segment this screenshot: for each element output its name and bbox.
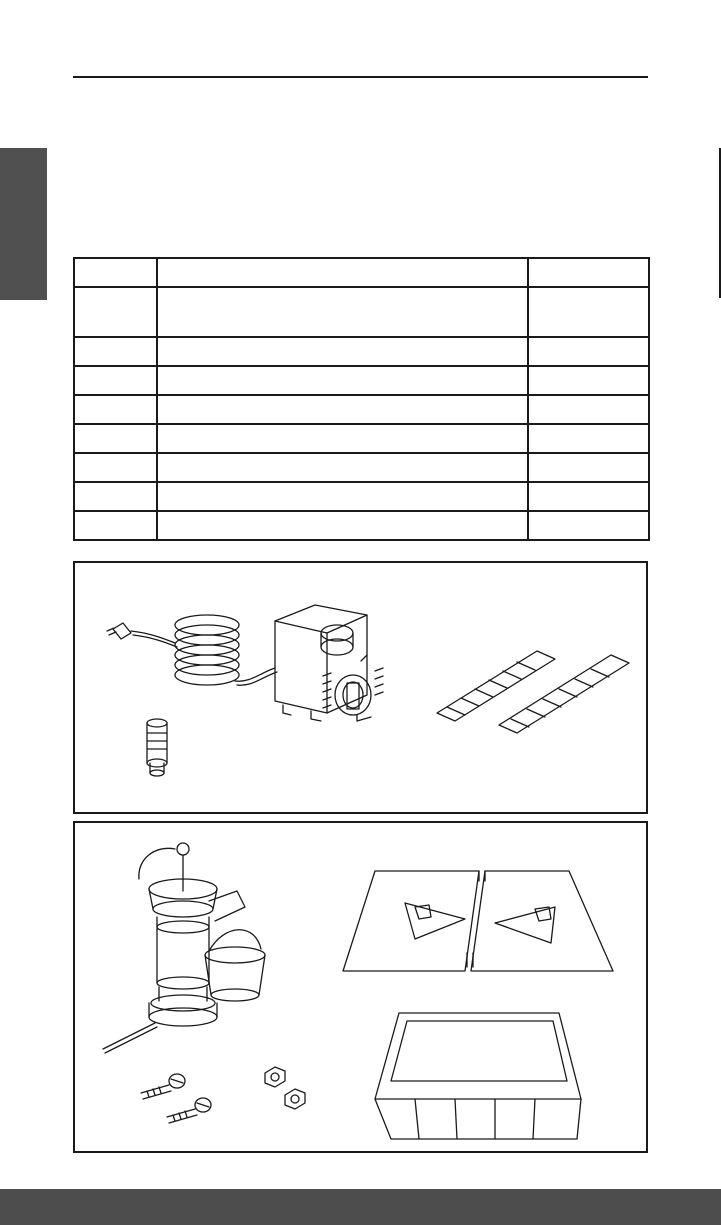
section-tab <box>0 148 47 300</box>
table-cell <box>74 287 157 337</box>
shim-strip-icon <box>499 655 629 733</box>
header-rule <box>73 76 648 78</box>
table-cell <box>528 424 649 453</box>
table-cell <box>157 482 528 511</box>
nut-icon <box>285 1089 305 1109</box>
table-cell <box>528 337 649 366</box>
table-row <box>74 395 649 424</box>
table-cell <box>528 366 649 395</box>
table-cell <box>74 511 157 540</box>
tray-lid-icon <box>343 871 613 971</box>
table-cell <box>528 395 649 424</box>
parts-illustration-panel-1 <box>73 561 648 814</box>
table-cell <box>157 287 528 337</box>
shim-strip-icon <box>437 651 555 721</box>
table-cell <box>157 337 528 366</box>
table-cell <box>74 482 157 511</box>
table-cell <box>157 395 528 424</box>
table-cell <box>74 366 157 395</box>
table-row <box>74 482 649 511</box>
screw-icon <box>141 1074 185 1099</box>
footer-bar <box>0 1189 721 1225</box>
table-row <box>74 337 649 366</box>
basin-icon <box>375 1013 581 1139</box>
table-row <box>74 453 649 482</box>
header-cell-quantity <box>528 258 649 287</box>
header-cell-part <box>74 258 157 287</box>
nut-icon <box>265 1067 285 1087</box>
parts-illustration-panel-2 <box>73 821 648 1153</box>
table-cell <box>528 482 649 511</box>
table-cell <box>157 366 528 395</box>
pump-icon <box>275 605 383 721</box>
table-cell <box>74 424 157 453</box>
table-cell <box>528 453 649 482</box>
table-row <box>74 511 649 540</box>
table-cell <box>157 511 528 540</box>
table-row <box>74 366 649 395</box>
table-cell <box>74 453 157 482</box>
screw-icon <box>167 1098 211 1123</box>
table-cell <box>528 511 649 540</box>
table-cell <box>157 424 528 453</box>
table-cell <box>74 337 157 366</box>
power-cord-icon <box>107 615 277 685</box>
parts-table <box>73 257 650 541</box>
bucket-icon <box>205 930 265 1001</box>
table-cell <box>157 453 528 482</box>
table-cell <box>528 287 649 337</box>
table-header-row <box>74 258 649 287</box>
hose-adapter-icon <box>147 719 167 776</box>
table-cell <box>74 395 157 424</box>
table-row <box>74 287 649 337</box>
table-row <box>74 424 649 453</box>
header-cell-description <box>157 258 528 287</box>
